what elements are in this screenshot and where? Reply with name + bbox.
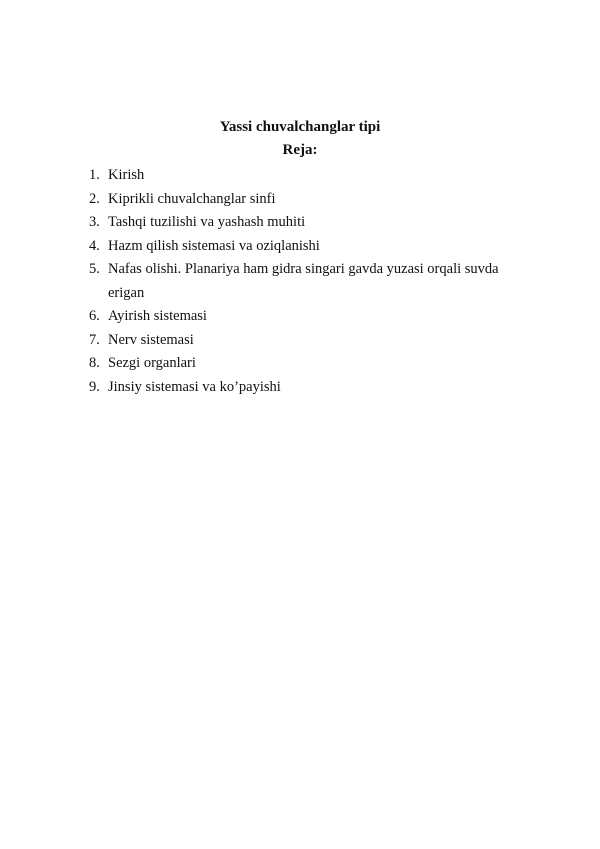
- plan-item-5: [89, 258, 529, 305]
- plan-item-text: Nerv sistemasi: [108, 331, 194, 348]
- plan-heading: Reja:: [282, 142, 318, 158]
- plan-item-number: 4.: [89, 237, 100, 254]
- plan-item-text: Kirish: [108, 167, 145, 183]
- plan-item-number: 9.: [89, 378, 100, 395]
- plan-list: [89, 164, 529, 399]
- plan-item-text: Tashqi tuzilishi va yashash muhiti: [108, 214, 306, 230]
- plan-item-8: [89, 352, 529, 376]
- page-title: Yassi chuvalchanglar tipi: [219, 119, 381, 135]
- plan-item-3: [89, 211, 529, 235]
- plan-item-9: [89, 376, 529, 400]
- plan-item-number: 6.: [89, 308, 100, 324]
- plan-item-4: [89, 235, 529, 259]
- plan-item-1: [89, 164, 529, 188]
- plan-item-number: 1.: [89, 167, 100, 183]
- plan-item-number: 2.: [89, 190, 100, 207]
- plan-item-number: 3.: [89, 214, 100, 230]
- plan-item-text: Sezgi organlari: [108, 355, 196, 371]
- plan-item-number: 5.: [89, 261, 100, 277]
- plan-item-7: [89, 329, 529, 353]
- plan-item-2: [89, 188, 529, 212]
- plan-item-6: [89, 305, 529, 329]
- plan-item-text: Jinsiy sistemasi va ko’payishi: [108, 378, 281, 395]
- plan-item-text: Nafas olishi. Planariya ham gidra singari gavda yuzasi orqali suvda erigan: [108, 261, 499, 301]
- plan-item-text: Kiprikli chuvalchanglar sinfi: [108, 190, 276, 207]
- plan-item-number: 7.: [89, 331, 100, 348]
- plan-item-text: Ayirish sistemasi: [108, 308, 207, 324]
- plan-item-text: Hazm qilish sistemasi va oziqlanishi: [108, 237, 320, 254]
- plan-item-number: 8.: [89, 355, 100, 371]
